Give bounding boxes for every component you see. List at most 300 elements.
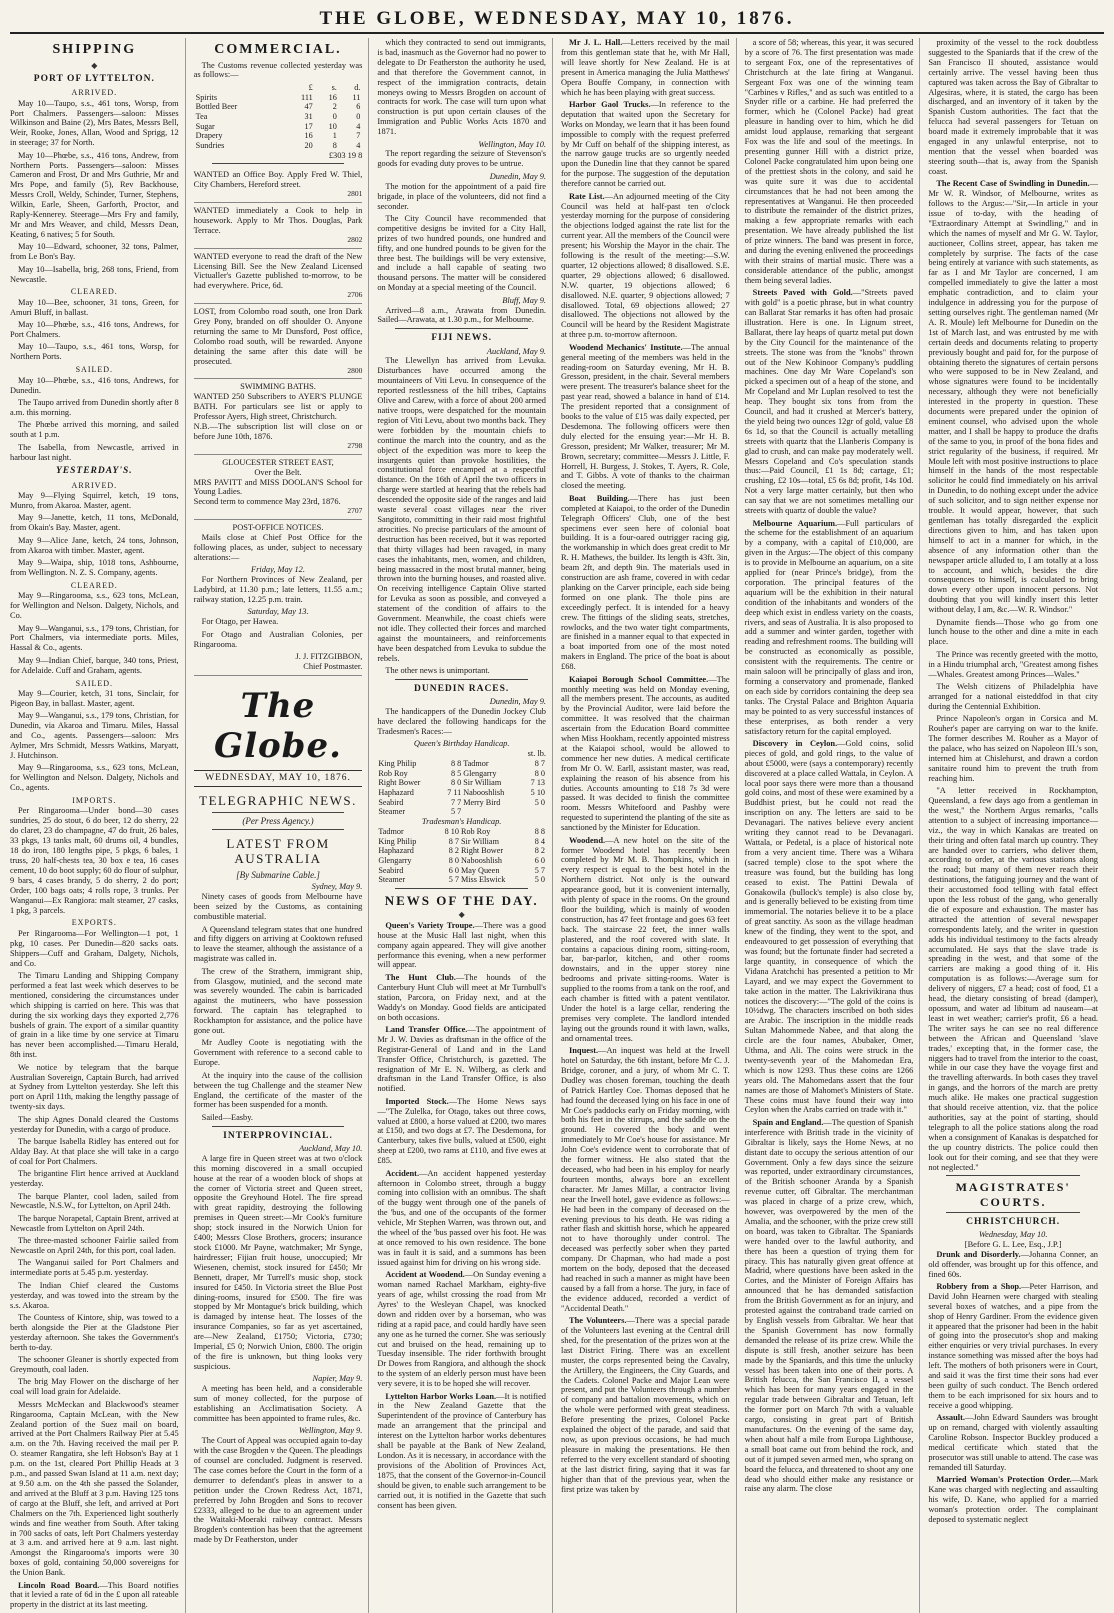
cell: 17 — [304, 121, 313, 131]
ad-text: WANTED 250 Subscribers to AYER'S PLUNGE BATH. For particulars see list or apply to Professor Ayers, High street, Christchurch. — [193, 392, 363, 422]
classified-ad — [194, 304, 363, 379]
paragraph: The Wanganui sailed for Port Chalmers and intermediate ports at 5.45 p.m. yesterday. — [10, 1258, 179, 1278]
news-item-lead: Rate List. — [569, 191, 605, 201]
cable-credit: [By Submarine Cable.] — [236, 869, 320, 880]
columns — [10, 38, 1104, 1610]
tradesmans-handicap-table — [377, 827, 546, 885]
news-item-body: —There has just been completed at Kaiapoi, to the order of the Dunedin Telegraph Officers' Club, one of the best specimens ever seen here of colonial boat building. It is a four-oared outrigger racing gig, the workmanship in which does great credit to Mr R. H. Mathews, the builder. Its length is 43ft. 3in, beam 2ft, and depth 9in. The materials used in construction are ash frame, covered in with cedar planking on the Carver principle, each side being formed on one plank. The thole pins are exceedingly perfect. It is intended for a heavy crew. The fittings of the sliding seats, stretches, rowlocks, and the two water tight compartments, are finished in a manner equal to that expected in a boat imported from one of the most noted makers in England. The price of the boat is about £68. — [561, 493, 730, 672]
exports-label: EXPORTS. — [71, 918, 117, 928]
news-item-lead: Harbor Gaol Trucks. — [569, 99, 651, 109]
races-heading: DUNEDIN RACES. — [414, 683, 510, 694]
ornament-icon: ◆ — [458, 910, 465, 920]
list-item: May 9—Flying Squirrel, ketch, 19 tons, Munro, from Akaroa. Master, agent. — [10, 491, 179, 511]
column-3 — [377, 38, 553, 1613]
sailed-label: SAILED. — [75, 678, 114, 688]
divider — [395, 679, 528, 680]
table-row — [377, 807, 546, 817]
cleared-label: CLEARED. — [70, 287, 118, 297]
cell: Sugar — [195, 121, 215, 131]
paragraph: a score of 58; whereas, this year, it was secured by a score of 76. The first presentation was made to sergeant Fox, one of the representatives of Christchurch at the late firing at Wanganui. Sergeant Fox was one of the winning team "Carbines v Rifles," and as such was entitled to a Snyder rifle or a carbine. He had preferred the former, which he (Colonel Packe) had great pleasure in handing over to him, which he did amidst loud applause, remarking that sergeant Fox was the life and soul of the meetings. In presenting gunner Hill with a district prize, Colonel Packe congratulated him upon being one of the prettiest shots in the colony, and said he was quite sure it was due to accidental circumstances that he had not been among the representatives at Wanganui. He then proceeded to distribute the remainder of the district prizes, making a few appropriate remarks with each presentation. We have already published the list of prize winners. The band was present in force, and during the evening enlivened the proceedings with their strains of martial music. There was a considerable attendance of the public, amongst them being several ladies. — [744, 38, 914, 285]
paragraph: The barque Isabella Ridley has entered out for Alday Bay. At that place she will take in a cargo of coal for Port Chalmers. — [10, 1137, 179, 1166]
news-item-lead: Woodend. — [569, 835, 606, 845]
ad-ref: 2707 — [347, 506, 363, 516]
cell: 8 0 — [451, 778, 462, 788]
swimming-ad — [194, 379, 363, 454]
commercial-heading: COMMERCIAL. — [214, 42, 342, 57]
ad-text: MRS PAVITT and MISS DOOLAN'S School for Young Ladies. — [193, 477, 363, 497]
cell: 5 7 — [534, 865, 545, 875]
paragraph: Sailed—Easby. — [201, 1112, 253, 1122]
news-item — [377, 921, 546, 971]
news-item — [561, 836, 730, 1044]
cell: May Queen — [460, 865, 500, 875]
ad-ref: 2801 — [347, 189, 363, 199]
news-item — [745, 288, 914, 516]
globe-dateline: WEDNESDAY, MAY 10, 1876. — [194, 770, 363, 787]
news-item-lead: Drunk and Disorderly. — [936, 1249, 1021, 1259]
cell: 20 — [304, 140, 313, 150]
table-row — [194, 102, 363, 112]
cell: 7 7 — [451, 797, 462, 807]
paragraph: The crew of the Strathern, immigrant ship, from Glasgow, mutinied, and the second mate was severely wounded. The cabin is barricaded against the mutineers, who have possession forward. The captain has telegraphed to Rockhampton for assistance, and the police have gone out. — [193, 966, 363, 1036]
news-item-body: —There was a special parade of the Volunteers last evening at the Central drill shed, for the presentation of the prizes won at the last District Firing. There was an excellent muster, the corps represented being the Cavalry, the Artillery, the Engineers, the City Guards, and the Cadets. Colonel Packe and Major Lean were present, and put the Volunteers through a number of company and battalion movements, which on the whole were performed with great steadiness. Before presenting the prizes, Colonel Packe explained the object of the parade, and said that now, as upon previous occasions, he had much pleasure in making the presentations. He then referred to the very excellent standard of shooting at the last district firing, saying that it was far higher than that of the previous year, when the first prize was taken by — [561, 1316, 730, 1494]
news-item-body: Prince Napoleon's organ in Corsica and M. Rouher's paper are carrying on war to the knife. The former describes M. Rouher as a Mayor of the palace, who has seized on Napoleon III.'s son, interned him at Chislehurst, and drawn a cordon sanitaire round him to prevent the truth from reaching him. — [928, 714, 1098, 783]
arrived-label: ARRIVED. — [71, 88, 118, 98]
court-date: Wednesday, May 10. — [978, 1229, 1048, 1239]
dateline: Wellington, May 9. — [298, 1426, 363, 1436]
cell: 5 0 — [534, 797, 545, 807]
cell — [523, 807, 546, 817]
cell: Steamer — [378, 875, 406, 885]
column-6 — [928, 38, 1104, 1613]
news-item — [928, 650, 1098, 680]
paragraph: The schooner Gleaner is shortly expected from Greymouth, coal laden. — [10, 1355, 179, 1375]
list-item: May 9—Indian Chief, barque, 340 tons, Priest, for Adelaide. Cuff and Graham, agents. — [10, 655, 179, 675]
news-item — [561, 494, 730, 672]
paragraph: Arrived—8 a.m., Arawata from Dunedin. Sailed—Arawata, at 1.30 p.m., for Melbourne. — [377, 305, 546, 325]
latest-heading: LATEST FROM AUSTRALIA — [226, 836, 330, 867]
imports-label: IMPORTS. — [72, 796, 117, 806]
news-item-body: —A new hotel on the site of the former Woodend hotel has recently been completed by Mr M. B. Thompkins, which in every respect is equal to the best hotel in the Northern district. Not only is the outward appearance good, but it is convenient internally, with plenty of space in the rooms. On the ground floor the building, which is mainly of wooden construction, has 47 feet frontage and goes 63 feet back. The staircase 22 feet, the inner walls plastered, and the roof covered with slate. It contains a capacious dining room, sitting-room, bar, bar-parlor, kitchen, and other rooms downstairs, and in the upper storey nine bedrooms and private sitting-rooms. Water is supplied to the rooms from a tank on the roof, and each chamber is fitted with a patent ventilator. Under the hotel is a large cellar, rendering the premises very complete. The landlord intended laying out the grounds round it with lawn, walks, and ornamental trees. — [561, 835, 730, 1043]
list-item: May 10—Phœbe, s.s., 416 tons, Andrew, from Northern Ports. Passengers—saloon: Misses Cameron and Frost, Dr and Mrs Guthrie, Mr and Mrs Pope, and family (5), Rev Backhouse, Messrs Croll, Weldy, Schinder, Turner, Stephens, Wilkin, Earle, Sheen, Garforth, Proctor, and Raply-Kennerey. Steerage—Mrs Fry and family, Mr and Mrs Weaver, and child, Messrs Dean, Keating, 6 natives; 5 for South. — [10, 150, 179, 239]
paragraph: At the inquiry into the cause of the collision between the tug Challenge and the steamer New England, the certificate of the master of the former has been suspended for a month. — [193, 1070, 363, 1110]
paragraph: The brig May Flower on the discharge of her coal will load grain for Adelaide. — [10, 1377, 179, 1397]
news-item-lead: Accident. — [385, 1168, 420, 1178]
list-item: May 9—Ringarooma, s.s., 623 tons, McLean, for Wellington and Nelson. Dalgety, Nichols, and Co. — [10, 591, 179, 621]
post-day: Friday, May 12. — [251, 565, 305, 575]
ornament-icon: ◆ — [91, 60, 98, 70]
ad-text: For Otago and Australian Colonies, per Ringarooma. — [193, 629, 363, 649]
news-item-body: —On Sunday evening a woman named Rachael Markham, eighty-five years of age, whilst crossing the road from Mr Ayres' to the Wesleyan Chapel, was knocked down and ridden over by a horseman, who was riding at a rapid pace, and could hardly have seen any one as he turned the corner. She was seriously cut and bruised on the head, remaining up to Tuesday insensible. The rider forthwith brought Dr Dowes from Rangiora, and although the shock to the system of an elderly person must have been very severe, it is to be hoped she will recover. — [377, 1270, 547, 1389]
cell — [462, 807, 523, 817]
cell: King Philip — [378, 836, 417, 846]
cell: Nabooshlish — [460, 856, 502, 866]
news-item-lead: Woodend Mechanics' Institute. — [569, 342, 683, 352]
interprovincial-heading: INTERPROVINCIAL. — [223, 1130, 333, 1141]
paragraph: The three-masted schooner Fairlie sailed from Newcastle on April 24th, for this port, coal laden. — [10, 1236, 179, 1256]
dateline: Dunedin, May 9. — [489, 171, 546, 181]
postmaster-title: Chief Postmaster. — [303, 661, 363, 671]
table-row — [377, 798, 546, 808]
list-item: May 10—Isabella, brig, 268 tons, Friend, from Newcastle. — [10, 264, 179, 284]
cell: Right Bower — [378, 778, 421, 788]
paragraph: The barque Norapetal, Captain Brent, arrived at Newcastle from Lyttelton on April 24th. — [10, 1213, 179, 1233]
list-item: May 9—Courier, ketch, 31 tons, Sinclair, for Pigeon Bay, in ballast. Master, agent. — [10, 688, 179, 708]
ad-heading: POST-OFFICE NOTICES. — [232, 523, 324, 533]
cell: Rob Roy — [460, 827, 491, 837]
paragraph: The other news is unimportant. — [385, 666, 490, 676]
paragraph: The City Council have recommended that competitive designs be invited for a City Hall, prizes of two hundred pounds, one hundred and fifty, and one hundred pounds to be given for the three best. The buildings will be very extensive, and include a hall capable of seating two thousand persons. The matter will be considered on Monday at a special meeting of the Council. — [377, 213, 546, 293]
news-item — [561, 38, 730, 97]
ad-text: Mails close at Chief Post Office for the following places, as under, subject to necessary alterations:— — [193, 532, 363, 562]
news-item — [377, 1270, 546, 1389]
cell: Nabooshlish — [463, 788, 505, 798]
cell: Tea — [195, 111, 208, 121]
cell: 5 7 — [448, 875, 459, 885]
news-list — [928, 179, 1098, 1172]
paragraph: A Queensland telegram states that one hundred and fifty diggers on arriving at Cooktown refused to leave the steamer, although the assistance of a magistrate was called in. — [193, 924, 363, 964]
news-heading: NEWS OF THE DAY. — [384, 893, 539, 909]
news-item — [928, 1475, 1098, 1525]
cell: 11 — [352, 92, 361, 102]
masthead: THE GLOBE, WEDNESDAY, MAY 10, 1876. — [10, 6, 1104, 34]
list-item: May 10—Edward, schooner, 32 tons, Palmer, from Le Bon's Bay. — [10, 242, 179, 262]
dateline: Wellington, May 10. — [478, 139, 546, 149]
cell: Miss Elswick — [460, 875, 506, 885]
paragraph: The Indian Chief cleared the Customs yesterday, and was towed into the stream by the s.s. Akaroa. — [10, 1280, 179, 1310]
column-5 — [745, 38, 921, 1613]
paragraph-body: —This Board notifies that it levied a rate of 6d in the £ upon all rateable property in the district at its last meeting. — [10, 1580, 179, 1610]
news-item-body: —Full particulars of the scheme for the establishment of an aquarium by a company, with a capital of £10,000, are given in the Argus:—The object of this company is to provide in Melbourne an aquarium, on a site applied for (near Prince's bridge), from the corporation. The principal features of the aquarium will be the exhibition in their natural condition of the inhabitants and wonders of the deep which exist in endless variety on the coasts, rivers, and seas of Australia. It is also proposed to add a summer and winter garden, together with reading and refreshment rooms. The building will be constructed as economically as possible, consistent with the requirements. The centre or main saloon will be principally of glass and iron, forming a conservatory and promenade, flanked on each side by corridors containing the deep sea tanks. The Crystal Palace and Brighton Aquaria may be pointed to as very successful instances of these enterprises, as both render a very satisfactory return for the capital employed. — [744, 518, 914, 736]
cell: Sir William — [463, 778, 502, 788]
divider — [212, 812, 345, 813]
table-row — [377, 837, 546, 847]
news-item-body: —An inquest was held at the Irwell hotel on Saturday, the 6th instant, before Mr C. J. Bridge, coroner, and a jury, of whom Mr C. T. Dudley was chosen foreman, touching the death of Patrick Hartley Coe. Thomas deposed that he had found the deceased lying on his face in one of Mr Coe's paddocks early on Friday morning, with both his feet in the stirrups, and the saddle on the ground. He covered the body and went immediately to Mr Coe's house for assistance. Mr John Coe's evidence went to corroborate that of the former witness. He also stated that the deceased, who had been in his employ for nearly fourteen months, always bore an excellent character. Mr James Millar, a contractor living near the Irwell hotel, gave evidence as follows:—He had been in the company of deceased on the evening previous to his death. He was riding a rather flash and skittish horse, which he appeared not to have thoroughly under control. The deceased was perfectly sober when they parted company. Dr Chapman, who had made a post mortem on the body, deposed that the deceased had reached in such a manner as might have been caused by a fall from a horse. The jury, in face of the evidence adduced, recorded a verdict of "Accidental Death." — [561, 1046, 730, 1313]
news-item — [561, 1046, 730, 1313]
shipping-heading: SHIPPING — [52, 42, 137, 57]
news-item-lead: Lyttelton Harbor Works Loan. — [385, 1391, 497, 1401]
cell: 1 — [332, 131, 337, 141]
list-item: May 9—Wanganui, s.s., 179 tons, Christian, for Port Chalmers, via intermediate ports. Miles, Hassal & Co., agents. — [10, 623, 179, 653]
table-row — [377, 856, 546, 866]
cell: 4 — [356, 140, 361, 150]
header-cell: s. — [331, 82, 337, 92]
news-item — [928, 618, 1098, 648]
cell: 0 — [356, 111, 361, 121]
cell: 5 0 — [534, 875, 545, 885]
ad-text: Second term to commence May 23rd, 1876. — [193, 497, 341, 507]
globe-nameplate: The Globe. — [214, 685, 342, 766]
table-row — [377, 788, 546, 798]
port-heading: PORT OF LYTTELTON. — [33, 73, 155, 84]
list-item: May 10—Phœbe, s.s., 416 tons, Andrews, for Dunedin. — [10, 375, 179, 395]
news-item-lead: Assault. — [936, 1413, 965, 1423]
news-item — [928, 786, 1098, 1172]
news-item — [928, 714, 1098, 783]
news-item-body: —There was a good house at the Music Hall last night, when this company again appeared. They will give another performance this evening, when a new performer will appear. — [377, 920, 546, 970]
cell: Haphazard — [378, 846, 414, 856]
table-row — [194, 131, 363, 141]
cell: 16 — [304, 131, 313, 141]
news-item-lead: Spain and England. — [752, 1117, 824, 1127]
cell: 8 8 — [534, 827, 545, 837]
paragraph: The Llewellyn has arrived from Levuka. Disturbances have occurred among the mountaineers of Viti Levu. In consequence of the reported restlessness of the hill tribes, Captains Olive and Carew, with a force of about 200 armed native troops, were despatched for the mountain region of Viti Levu, about two months back. They were forbidden by the mountain chiefs to continue the march into the country, and as the object of the expedition was more to keep the insurgents quiet than provoke hostilities, the constitutional force encamped at a respectful distance. On the 16th of April the two officers in charge were startled at hearing that the rebels had descended the opposite side of the ranges and laid waste several coast villages near the river Sangitoto, committing in their raid most frightful atrocities. No precise particulars of the amount of destruction has been received, but it was reported that thirty villages had been ravaged, in many cases the inhabitants, men, women, and children, being massacred in the most brutal manner, being thrown into the burning houses, and roasted alive. On receiving intelligence Captain Olive started for Levuka as soon as possible, and conveyed a statement of the condition of affairs to the Government. Meanwhile, the coast chiefs were not idle. They collected their forces and marched against the mountaineers, and reinforcements have been despatched from Levuka to subdue the rebels. — [377, 356, 546, 663]
post-office-notice — [194, 520, 363, 676]
arrived-label: ARRIVED. — [71, 480, 118, 490]
ad-ref: 2706 — [347, 290, 363, 300]
agency-credit: (Per Press Agency.) — [242, 815, 314, 826]
cell: Sir William — [460, 836, 499, 846]
news-item-body: —John Edward Saunders was brought up on remand, charged with violently assaulting Caroline Robson. Inspector Buckley produced a medical certificate which stated that the prosecutor was still unable to attend. The case was remanded till Saturday. — [928, 1413, 1098, 1472]
cell: 8 8 — [451, 759, 462, 769]
cell: 31 — [304, 111, 313, 121]
divider — [212, 829, 345, 830]
list-item: May 10—Bee, schooner, 31 tons, Green, for Amuri Bluff, in ballast. — [10, 297, 179, 317]
news-item-lead: The Recent Case of Swindling in Dunedin. — [936, 179, 1090, 189]
ad-ref: 2798 — [347, 440, 363, 450]
paragraph: The ship Agnes Donald cleared the Customs yesterday for Dunedin, with a cargo of produce. — [10, 1114, 179, 1134]
news-item-body: —The annual general meeting of the members was held in the reading-room on Saturday evening, Mr H. B. Gresson, president, in the chair. Several members were present. The treasurer's balance sheet for the past year read, showed a balance in hand of £14. The president reported that a consignment of books to the value of £15 was daily expected, per Desdemona. The following officers were then duly elected for the ensuing year:—Mr H. B. Gresson, president; Mr Walker, treasurer; Mr M. Brown, secretary; committee—Messrs J. Little, F. Horrell, H. Burgess, J. Stokes, T. Ayers, R. Cole, and T. Gibbs. A vote of thanks to the chairman closed the meeting. — [561, 342, 730, 491]
cell: Tadmor — [463, 759, 489, 769]
ad-text: LOST, from Colombo road south, one Iron Dark Grey Pony, branded on off shoulder O. Anyone returning the same to Mr Dunsford, Post office, Colombo road south, will be rewarded. Anyone detaining the same after this date will be prosecuted. — [193, 307, 363, 366]
paragraph: The report regarding the seizure of Stevenson's goods for evading duty proves to be untrue. — [377, 149, 546, 169]
cell: King Philip — [378, 759, 417, 769]
table-row — [377, 778, 546, 788]
news-item-body: —Mark Kane was charged with neglecting and assaulting his wife, D. Kane, who applied for a married woman's protection order. The complainant deposed to systematic neglect — [928, 1475, 1098, 1524]
divider — [212, 163, 345, 164]
table-row — [194, 141, 363, 151]
news-item — [377, 1392, 546, 1511]
news-item-body: —An accident happened yesterday afternoon in Colombo street, through a buggy coming into collision with an omnibus. The shaft of the buggy went through one of the panels of the 'bus, and one of the occupants of the former vehicle, Mr Stephen Warren, was thrown out, and the wheel of the 'bus passed over his foot. He was at once removed to his own residence. The bone was in fault it is said, and a summons has been issued against him for driving on his wrong side. — [377, 1168, 546, 1267]
court-bench: [Before G. L. Lee, Esq., J.P.] — [964, 1239, 1062, 1249]
paragraph: The barque Planter, cool laden, sailed from Newcastle, N.S.W., for Lyttelton, on April 24th. — [10, 1191, 179, 1211]
header-cell — [194, 83, 284, 93]
paragraph-lead: Lincoln Road Board. — [18, 1580, 100, 1590]
cell: Haphazard — [378, 788, 414, 798]
table-row — [194, 122, 363, 132]
news-item-body: —It is notified in the New Zealand Gazette that the Superintendent of the province of Canterbury has made an arrangement that the principal and interest on the Lyttelton harbor works debentures shall be payable at the Bank of New Zealand, London. As it is necessary, in accordance with the provisions of the Abolition of Provinces Act, 1875, that the consent of the Governor-in-Council should be given, to enable such arrangement to be carried out, it is notified in the Gazette that such consent has been given. — [377, 1391, 546, 1510]
paragraph — [10, 1581, 179, 1611]
ad-text: For Otago, per Hawea. — [201, 617, 279, 627]
news-item-body: —Johanna Conner, an old offender, was brought up for this offence, and fined 60s. — [928, 1249, 1098, 1279]
news-item-body: —Letters received by the mail from this gentleman state that he, with Mr Hall, will leave shortly for New Zealand. He is at present in America managing the Julia Matthews' Opera Bouffe Company, in connection with which he has been playing with great success. — [561, 38, 730, 97]
news-item — [561, 100, 730, 189]
table-row — [377, 846, 546, 856]
fiji-heading: FIJI NEWS. — [431, 333, 492, 344]
dateline: Bluff, May 9. — [502, 295, 546, 305]
paragraph: A large fire in Queen street was at two o'clock this morning discovered in a small occupied house at the rear of a wooden block of shops at the corner of Victoria street and Queen street, opposite the Greyhound Hotel. The fire spread with great rapidity, destroying the following premises in Queen street:—Mr Cook's furniture shop; stock insured in the Norwich Union for £400; Messrs Close Brothers, grocers; insurance stock £1000. Mr Payne, watchmaker; Mr Synge, hairdresser; Fijian fruit house, unoccupied; Mr Wiesenen, chemist, stock insured for £450; Mr Bennett, draper, Mr Turrell's music shop, stock insured for £450. In Victoria street the Blue Post dining-rooms, insured for £500. The fire was stopped by Mr Montague's brick building, which is damaged by intense heat. The losses of the insurance Companies, so far as yet ascertained, are—New Zealand, £1750; Victoria, £730; Imperial, £5 0; Norwich Union, £800. The origin of the fire is unknown, but thing looks very suspicious. — [193, 1153, 363, 1371]
cell: 8 2 — [534, 846, 545, 856]
cell: 47 — [304, 102, 313, 112]
cleared-label: CLEARED. — [70, 580, 118, 590]
court-list — [928, 1250, 1098, 1525]
ad-subheading: Over the Belt. — [254, 467, 302, 477]
news-item — [928, 1250, 1098, 1280]
column-4 — [561, 38, 737, 1613]
classified-ad — [194, 203, 363, 249]
cell: Drapery — [195, 131, 223, 141]
news-item-lead: Land Transfer Office. — [385, 1024, 468, 1034]
cell: 10 — [328, 121, 337, 131]
news-item-lead: The Hunt Club. — [385, 972, 456, 982]
cell: Merry Bird — [463, 797, 501, 807]
classified-ad — [194, 167, 363, 203]
news-item — [561, 1316, 730, 1494]
handicap-title: Queen's Birthday Handicap. — [413, 739, 510, 749]
news-item-body: Dynamite fiends—Those who go from one lunch house to the other and dine a mite in each place. — [928, 617, 1098, 647]
news-item — [377, 973, 546, 1023]
paragraph: The handicappers of the Dunedin Jockey Club have declared the following handicaps for the Tradesmen's Races:— — [377, 707, 546, 736]
ad-text: WANTED everyone to read the draft of the New Licensing Bill. See the New Zealand Licensed Victualler's Gazette published to-morrow, to be had everywhere. Price, 6d. — [193, 251, 363, 291]
ad-ref: 2802 — [347, 234, 363, 244]
cell: Bottled Beer — [195, 102, 238, 112]
table-row — [377, 866, 546, 876]
news-item-body: —An adjourned meeting of the City Council was held at half-past ten o'clock yesterday morning for the purpose of considering the objections lodged against the rate list for the current year. All the members of the Council were present; his Worship the Mayor in the chair. The following is the result of the meeting:—S.W. quarter, 12 objections allowed; 8 disallowed. S.E. quarter, 29 objections allowed; 6 disallowed. N.W. quarter, 19 objections allowed; 6 disallowed. N.E. quarter, 9 objections allowed; 7 disallowed. Total, 69 objections allowed; 27 disallowed. The objections not allowed by the Council will be heard by the Resident Magistrate at three p.m. to-morrow afternoon. — [561, 191, 730, 340]
cell: 8 10 — [444, 827, 459, 837]
telegraphic-heading: TELEGRAPHIC NEWS. — [199, 793, 357, 809]
news-item-lead: Inquest. — [569, 1046, 599, 1056]
news-item — [928, 1413, 1098, 1472]
news-item-body: —The Home News says —"The Zulelka, for Otago, takes out three cows, valued at £800, a horse valued at £200, two mares at £150, and two dogs at £7. The Desdemona, for Canterbury, takes five bulls, valued at £500, eight sheep at £200, two rams at £110, and five ewes at £85. — [377, 1096, 546, 1166]
cell: Steamer — [378, 807, 406, 817]
list-item: May 10—Taupo, s.s., 461 tons, Worsp, for Northern Ports. — [10, 342, 179, 362]
handicap-title: Tradesman's Handicap. — [421, 817, 502, 827]
news-item — [928, 179, 1098, 615]
list-item: May 9—Wanganui, s.s., 179 tons, Christian, for Dunedin, via Akaroa and Timaru. Miles, Hassal and Co., agents. Passengers—saloon: Mrs Aylmer, Mrs Schmidt, Messrs Watkins, Maryatt, J. Hutchinson. — [10, 711, 179, 760]
dateline: Dunedin, May 9. — [489, 697, 546, 707]
cell: Right Bower — [460, 846, 504, 856]
news-item-body: —In reference to the deputation that waited upon the Secretary for Works on Monday, we learn that it has been found impossible to comply with the request preferred by Mr Cuff on behalf of the shipping interest, as the narrow gauge trucks are so urgently needed upon the Dunedin line that they cannot be spared for the purpose. The suggestion of the deputation therefore cannot be carried out. — [561, 99, 730, 189]
news-item-lead: Married Woman's Protection Order. — [936, 1475, 1072, 1485]
cell: 7 — [356, 131, 361, 141]
news-item-lead: Streets Paved with Gold. — [752, 288, 853, 298]
news-item — [745, 519, 914, 737]
paragraph: Ninety cases of goods from Melbourne have been seized by the Customs, as containing combustible material. — [193, 892, 363, 922]
news-item-lead: Queen's Variety Troupe. — [385, 920, 475, 930]
list-item: May 9—Alice Jane, ketch, 24 tons, Johnson, from Akaroa with timber. Master, agent. — [10, 535, 179, 555]
header-cell: d. — [354, 82, 361, 92]
divider — [395, 888, 528, 889]
paragraph: The Timaru Landing and Shipping Company performed a feat last week which deserves to be mentioned, considering the circumstances under which shipping is carried on here. This was that during the six working days they exported 2,776 bushels of grain. The export of a similar quantity of grain in a like time by one service at Timaru has never been accomplished.—Timaru Herald, 8th inst. — [10, 971, 179, 1060]
cell: 6 — [356, 102, 361, 112]
post-day: Saturday, May 13. — [247, 607, 309, 617]
news-item — [377, 1097, 546, 1166]
list-item: May 9—Janette, ketch, 11 tons, McDonald, from Okain's Bay. Master, agent. — [10, 513, 179, 533]
cell: 5 7 — [451, 807, 462, 817]
cell: Seabird — [378, 797, 404, 807]
cell: Sundries — [195, 140, 225, 150]
cell: 8 — [332, 140, 337, 150]
news-item-body: —The monthly meeting was held on Monday evening, all the members present. The accounts, as audited by the Provincial Auditor, were laid before the committee. It was resolved that the chairman ascertain from the Education Board committee when Miss Hookham, recently appointed mistress at the Kaiapoi school, would be allowed to commence her new duties. A medical certificate from Mr O. W. Earll, assistant master, was read, explaining the reason of his absence from his duties. Accounts amounting to £18 7s 3d were passed. It was decided to finish the committee room. Messrs Whitefoord and Pashby were requested to superintend the planting of the site as sanctioned by the Minister for Education. — [561, 674, 730, 833]
cell: 5 10 — [530, 788, 545, 798]
paragraph: Messrs McMeckan and Blackwood's steamer Ringarooma, Captain McLean, with the New Zealand portion of the Suez mail on board, arrived at the Port Chalmers Railway Pier at 5.45 a.m. on the 7th. Having received the mail per P. O. steamer Rangatira, she left Hobson's Bay at 1 p.m. on the 1st, cleared Port Phillip Heads at 3 p.m., and passed Swan Island at 11 a.m. next day; at 9.50 a.m. on the 4th she passed the Solander, and arrived at the Bluff at 3 p.m. Having 125 tons of cargo at the Bluff, she left, and arrived at Port Chalmers on the 7th. Experienced light southerly winds and fine weather from South. After taking in 700 sacks of oats, left Port Chalmers yesterday at 3 a.m. and arrived here at 9 a.m. last night. Amongst the Ringarooma's imports were 30 boxes of gold, containing 50,000 sovereigns for the Union Bank. — [10, 1399, 179, 1578]
header-cell: £ — [308, 82, 313, 92]
news-item — [561, 675, 730, 834]
paragraph: Mr Audley Coote is negotiating with the Government with reference to a second cable to Europe. — [193, 1038, 363, 1068]
news-item-body: The Welsh citizens of Philadelphia have arranged for a national eisteddfod in that city during the Centennial Exhibition. — [928, 682, 1098, 711]
dateline: Sydney, May 9. — [311, 882, 363, 892]
cell: 8 2 — [448, 846, 459, 856]
news-item-lead: Mr J. L. Hall. — [569, 38, 623, 47]
dateline: Napier, May 9. — [312, 1374, 363, 1384]
divider — [946, 1212, 1080, 1213]
cell: 7 13 — [530, 778, 545, 788]
paragraph: A meeting has been held, and a considerable sum of money collected, for the purpose of establishing an Acclimatisation Society. A committee has been appointed to frame rules, &c. — [193, 1384, 363, 1423]
list-item: May 9—Waipa, ship, 1018 tons, Ashbourne, from Wellington. N. Z. S. Company, agents. — [10, 558, 179, 577]
court-town: CHRISTCHURCH. — [966, 1216, 1061, 1227]
news-item-body: —The appointment of Mr J. W. Davies as draftsman in the office of the Registrar-General of Land and in the Land Transfer Office, Christchurch, is gazetted. The resignation of Mr E. N. Wilberg, as clerk and draftsman in the Land Transfer Office, is also notified. — [377, 1024, 546, 1094]
news-item-body: —"Streets paved with gold" is a poetic phrase, but in what country can Ballarat Star remarks it has often had prosaic illustration. Here is one. In Lignum street, Ballarat, there lay heaps of quartz metal put down by the City Council for the maintenance of the streets. The stone was from the "knobs" thrown out of the New Kohinoor Company's puddling machines. One day Mr Ware Copeland's son picked a specimen out of a heap of the stone, and Mr Copeland and Mr Luplan resolved to test the heap. They bought six tons from from the Council, and had it crushed at Mercer's battery, the yield being two ounces 12gr of gold, value £8 6s 1d, so that the Council is actually metalling streets with quartz that the Llanberis Company is glad to crush, and can make pay moderately well. Messrs Copeland and Co's speculation stands thus:—Paid Council, £1 1s 8d; cartage, £1; crushing, £2 10s—total, £5 6s 8d; profit, 14s 10d. Not a very large matter certainly, but then who can say that we are not sometimes metalling our streets with quartz of double the value? — [744, 288, 914, 516]
news-item — [745, 1118, 914, 1494]
cell: Glengarry — [378, 856, 412, 866]
cell: 111 — [301, 92, 313, 102]
list-item: May 10—Taupo, s.s., 461 tons, Worsp, from Port Chalmers. Passengers—saloon: Misses Wilkinson and Baine (2), Mrs Bates, Messrs Bell, Weir, Rooke, Jones, Allan, Wood and Sprigg, 12 in steerage; 37 for North. — [10, 98, 179, 148]
divider — [946, 1175, 1080, 1176]
dateline: Auckland, May 9. — [486, 346, 546, 356]
news-item — [377, 1169, 546, 1268]
paragraph: The brigantine Flirt hence arrived at Auckland yesterday. — [10, 1169, 179, 1189]
note: The Phœbe arrived this morning, and sailed south at 1 p.m. — [10, 420, 179, 440]
cell: 8 7 — [534, 759, 545, 769]
note: The Isabella, from Newcastle, arrived in harbour last night. — [10, 442, 179, 462]
news-item-lead: Imported Stock. — [385, 1096, 449, 1106]
news-item — [561, 192, 730, 341]
arrived-list — [10, 99, 179, 285]
cell: 16 — [328, 92, 337, 102]
news-item-lead: Accident at Woodend. — [385, 1270, 465, 1280]
school-ad — [194, 455, 363, 520]
cell: Tadmor — [378, 827, 404, 837]
column-2 — [194, 38, 370, 1613]
cell: 7 11 — [447, 788, 462, 798]
news-item — [928, 682, 1098, 712]
paragraph: The Countess of Kintore, ship, was towed to a berth alongside the Pier at the Gladstone Pier yesterday afternoon. She takes the Government's berth to-day. — [10, 1313, 179, 1352]
table-header-row — [194, 83, 363, 93]
paragraph: The motion for the appointment of a paid fire brigade, in place of the volunteers, did not find a seconder. — [377, 181, 546, 211]
ad-text: N.B.—The subscription list will close on or before June 10th, 1876. — [193, 422, 363, 441]
revenue-table — [194, 83, 363, 151]
ad-heading: GLOUCESTER STREET EAST, — [222, 457, 334, 467]
exports-text: Per Ringarooma—For Wellington—1 pot, 1 pkg, 10 cases. Per Dunedin—820 sacks oats. Shippers—Cuff and Graham, Dalgety, Nichols, and Co. — [10, 928, 179, 968]
ad-text: WANTED immediately a Cook to help in housework. Apply to Mr Thos. Douglas, Park Terrace. — [193, 206, 363, 235]
cell: 0 — [332, 111, 337, 121]
cell: 2 — [332, 102, 337, 112]
news-list — [561, 38, 730, 1494]
paragraph: which they contracted to send out immigrants, is bad, inasmuch as the Governor had no power to delegate to Dr Featherston the authority he used, and that therefore the Government cannot, in respect of the immigration contracts, detain moneys owing to Messrs Brogden on account of contracts for work. The case will turn upon what construction is put upon certain clauses of the Immigration and Public Works Acts 1870 and 1871. — [377, 38, 546, 137]
table-row — [377, 769, 546, 779]
cell: Spirits — [195, 92, 218, 102]
cell: 4 — [356, 121, 361, 131]
news-item-lead: Boat Building. — [569, 493, 630, 503]
news-item — [745, 739, 914, 1115]
imports-text: Per Ringarooma—Under bond—30 cases sundries, 25 do stout, 6 do beer, 12 do sherry, 22 do claret, 23 do champagne, 47 do fruit, 26 bales, 33 pkgs, 13 tanks malt, 60 drums oil, 4 bundles, 18 do iron, 180 lengths pipe, 5 pkgs, 6 bales, 1 truss, 20 half-chests tea, 30 box e tea, 16 cases cement, 10 do boot supply; 60 do flour of sulphur, 9 bars, 4 cases brandy, 5 do sherry, 2 do port; Order, 100 bags oats; 4 rolls rope, 3 trunks. Per Wanganui—Ex Rangiora: malt steamer, 27 casks, 1 pkg, 3 parcels. — [10, 806, 179, 915]
list-item: May 9—Ringarooma, s.s., 623 tons, McLean, for Wellington and Nelson. Dalgety, Nichols and Co., agents. — [10, 763, 179, 793]
news-item — [377, 1025, 546, 1094]
cell: Seabird — [378, 865, 404, 875]
news-item-lead: Discovery in Ceylon. — [752, 738, 838, 748]
news-item-body: —Gold coins, solid pieces of gold, and gold rings, to the value of about £5000, were (says a contemporary) recently discovered at a place called Wattala, in Ceylon. A local poor says there were more than a thousand gold coins, and most of these were examined by a Buddhist priest, but he could not read the inscription on any. The letters are said to be Devanagari. The natives believe every ancient writing they cannot read to be Devanagari. Wattala, or Pedetal, is a place of historical note from a very ancient time. There was a Wihara (sacred temple) close to the spot where the treasure was found, but the building has long ceased to exist. The Pattini Dewala of Gonakowila (bullock's temple) is also close by, and is generally believed to be existing from time immemorial. The notaries believe it to be a place of great sanctity. As soon as the village headman knew of the finding, they went to the spot, and endeavoured to get possession of everything that was found; but the fortunate finder had secreted a large quantity, in consequence of which the Vidana Aratchchi has presented a petition to Mr Layard, and we may expect the Government to take action in the matter. The Lakrivikirana thus notices the discovery:—"The gold of the coins is 10½dwg. The characters inscribed on both sides are Arabic. The inscription in the middle reads Sultan Mahommede Nabee, and that along the circle are the four names, Abubaker, Omer, Uthma, and Ali. The coins were struck in the twenty-seventh year of the Mahomedan Era, which is now 1293. Thus these coins are 1266 years old. The Mahomedans assert that the four names are those of Mahomet's Ministers of State. These coins must have found their way into Ceylon when the Arabs carried on trade with it." — [744, 738, 914, 1115]
ad-text: WANTED an Office Boy. Apply Fred W. Thiel, City Chambers, Hereford street. — [193, 170, 363, 190]
classified-ad — [194, 249, 363, 304]
magistrates-heading: MAGISTRATES' COURTS. — [955, 1180, 1071, 1209]
cell: 8 0 — [448, 856, 459, 866]
news-item-body: The Prince was recently greeted with the motto, in a Hindu triumphal arch, "Greatest among fishes—Whales. Greatest among Princes—Wales." — [928, 649, 1098, 679]
list-item: May 10—Phœbe, s.s., 416 tons, Andrews, for Port Chalmers. — [10, 320, 179, 340]
note: The Taupo arrived from Dunedin shortly after 8 a.m. this morning. — [10, 398, 179, 417]
news-item-body: —Mr W. R. Windsor, of Melbourne, writes as follows to the Argus:—"Sir,—In article in your issue of to-day, with the heading of "Extraordinary Attempt at Swindling," and in which the names of myself and Mr G. W. Taylor, auctioneer, Collins street, appear, has taken me completely by surprise. The facts of the case being entirely at variance with such statements, as far as I and Mr Taylor are concerned, I am compelled immediately to give the latter a most emphatic contradiction, and to claim your indulgence in addressing you for the purpose of setting ourselves right. The gentleman named (Mr A. R. Moule) left Melbourne for Dunedin on the 1st of March last, and was entrusted by me with certain deeds and documents relating to property previously bought and paid for, for the purpose of obtaining thereto the signatures of certain persons who were supposed to be in New Zealand, and whose signatures were found to be incidentally necessary, although they were not beneficially interested in the property in question. These documents were prepared under the opinion of eminent counsel, who advised upon the whole matter, and I shall be happy to produce the drafts of the same to you, in proof of the bona fides and strict regularity of the business, if required. Mr Moule left with most positive instructions to place himself in the hands of the most respectable solicitor he could find immediately on his arrival in Dunedin, to do nothing except under the advice of such solicitor, and to sign neither expense nor trouble. It would appear, however, that such gentleman has totally disregarded the explicit directions given to him, and has taken upon himself to act in a manner for which, in the absence of any information other than the newspaper article alluded to, I am totally at a loss to account, and which, besides the dire consequences to himself, is calculated to bring down every other upon innocent persons. Not doubting that you will kindly insert this letter without delay, I am, &c.—W. R. Windsor." — [928, 179, 1098, 615]
table-row — [377, 759, 546, 769]
column-1 — [10, 38, 186, 1613]
